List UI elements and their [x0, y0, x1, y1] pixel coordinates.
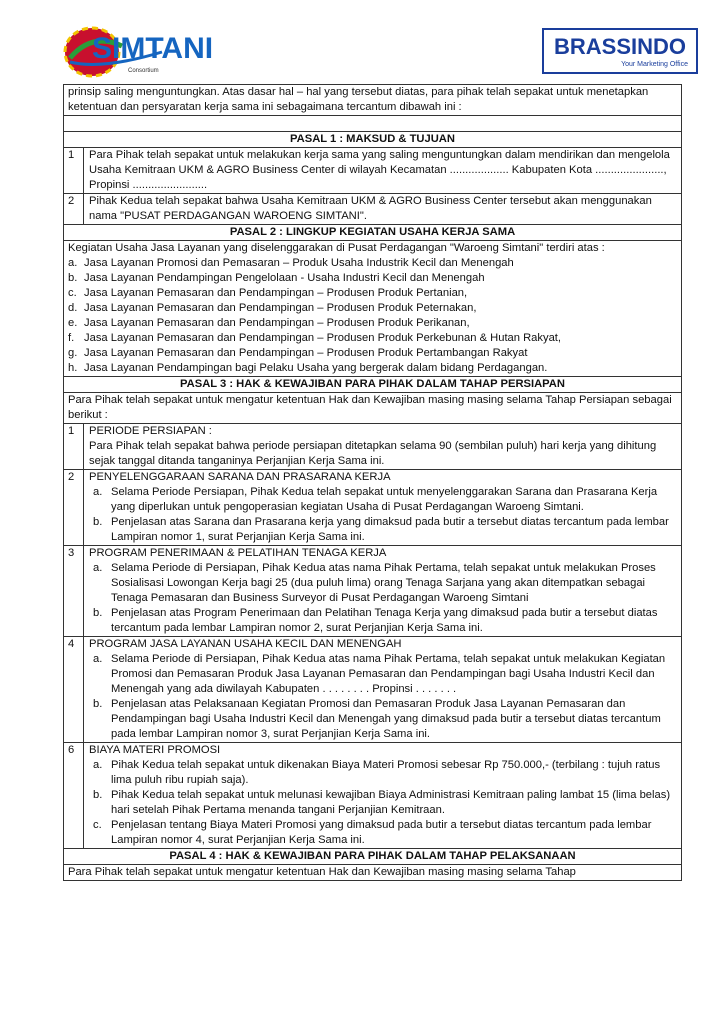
- list-item: [64, 286, 681, 301]
- pasal-4-intro: Para Pihak telah sepakat untuk mengatur ketentuan Hak dan Kewajiban masing masing selama Tahap: [68, 866, 576, 878]
- simtani-logo-text: SIMTANI: [92, 32, 214, 65]
- sub-item: [89, 652, 677, 697]
- simtani-logo: [62, 22, 230, 80]
- list-item: [64, 316, 681, 331]
- section-body: [84, 470, 681, 545]
- sub-text: Penjelasan atas Sarana dan Prasarana kerja yang dimaksud pada butir a tersebut diatas tercantum pada lembar Lampiran nomor 1, surat Perjanjian Kerja Sama ini.: [111, 516, 669, 543]
- list-label: b.: [68, 272, 78, 284]
- list-label: a.: [68, 257, 78, 269]
- sub-text: Pihak Kedua telah sepakat untuk melunasi kewajiban Biaya Administrasi Kemitraan paling lambat 15 (lima belas) hari setelah Pihak Pertama menanda tangani Perjanjian Kemitraan.: [111, 789, 671, 816]
- sub-text: Selama Periode di Persiapan, Pihak Kedua atas nama Pihak Pertama, telah sepakat untuk melakukan Proses Sosialisasi Lowongan Kerja bagi 25 (dua puluh lima) orang Tenaga Sarjana yang akan ditempatkan sebagai Tenaga Pemasaran dan Business Surveyor di Pusat Perdagangan Waroeng Simtani: [111, 562, 656, 604]
- sub-text: Pihak Kedua telah sepakat untuk dikenakan Biaya Materi Promosi sebesar Rp 750.000,- (terbilang : tujuh ratus lima puluh ribu rupiah saja).: [111, 759, 661, 786]
- item-text: Para Pihak telah sepakat untuk melakukan kerja sama yang saling menguntungkan dalam mendirikan dan mengelola Usaha Kemitraan UKM & AGRO Business Center di wilayah Kecamatan ................... Kabupaten Kota ......................, Propinsi ........................: [89, 149, 670, 191]
- list-text: Jasa Layanan Pemasaran dan Pendampingan – Produsen Produk Pertanian,: [84, 287, 468, 299]
- sub-item: [89, 697, 677, 742]
- pasal-2-title: PASAL 2 : LINGKUP KEGIATAN USAHA KERJA SAMA: [229, 226, 516, 238]
- sub-item: [89, 758, 677, 788]
- section-number: 6: [64, 743, 84, 848]
- table-row: [64, 742, 681, 848]
- table-row: [64, 131, 681, 147]
- list-text: Jasa Layanan Pemasaran dan Pendampingan – Produsen Produk Perkebunan & Hutan Rakyat,: [84, 332, 562, 344]
- list-item: [64, 346, 681, 361]
- sub-text: Selama Periode Persiapan, Pihak Kedua telah sepakat untuk menyelenggarakan Sarana dan Prasarana Kerja yang diperlukan untuk pengoperasian kegiatan Usaha di Pusat Perdagangan Waroeng Simtani.: [111, 486, 658, 513]
- list-item: [64, 361, 681, 376]
- sub-text: Selama Periode di Persiapan, Pihak Kedua atas nama Pihak Pertama, telah sepakat untuk melakukan Kegiatan Promosi dan Pemasaran Produk Jasa Layanan Pemasaran dan Pendampingan bagi Usaha Industri Kecil dan Menengah yang ada diwilayah Kabupaten . . . . . . . . Propinsi . . . . . . .: [111, 653, 666, 695]
- table-row: [64, 376, 681, 392]
- spacer-row: [64, 116, 681, 131]
- numbered-section: [64, 470, 681, 545]
- section-heading: PERIODE PERSIAPAN :: [89, 425, 212, 437]
- sub-text: Penjelasan atas Program Penerimaan dan Pelatihan Tenaga Kerja yang dimaksud pada butir a tersebut diatas tercantum pada lembar Lampiran nomor 2, surat Perjanjian Kerja Sama ini.: [111, 607, 658, 634]
- table-row: [64, 848, 681, 864]
- section-body: [84, 546, 681, 636]
- pasal-1-title: PASAL 1 : MAKSUD & TUJUAN: [290, 133, 455, 145]
- list-item: [64, 301, 681, 316]
- list-label: e.: [68, 317, 78, 329]
- list-item: [64, 256, 681, 271]
- agreement-document: [63, 84, 682, 881]
- list-text: Jasa Layanan Pendampingan Pengelolaan - Usaha Industri Kecil dan Menengah: [84, 272, 485, 284]
- numbered-section: [64, 637, 681, 742]
- list-label: g.: [68, 347, 78, 359]
- pasal-3-title: PASAL 3 : HAK & KEWAJIBAN PARA PIHAK DALAM TAHAP PERSIAPAN: [180, 378, 565, 390]
- list-item: [64, 271, 681, 286]
- section-number: 1: [64, 424, 84, 469]
- table-row: [64, 147, 681, 193]
- brassindo-logo-text: BRASSINDO: [553, 34, 687, 59]
- sub-label: b.: [93, 607, 103, 619]
- brassindo-logo: [542, 28, 698, 74]
- section-heading: PENYELENGGARAAN SARANA DAN PRASARANA KERJA: [89, 471, 391, 483]
- section-text: Para Pihak telah sepakat bahwa periode persiapan ditetapkan selama 90 (sembilan puluh) hari kerja yang dihitung sejak tanggal ditanda tanganinya Perjanjian Kerja Sama ini.: [89, 440, 657, 467]
- section-heading: PROGRAM PENERIMAAN & PELATIHAN TENAGA KERJA: [89, 547, 387, 559]
- numbered-item: [64, 148, 681, 193]
- sub-item: [89, 485, 677, 515]
- list-label: h.: [68, 362, 78, 374]
- brassindo-tagline: Your Marketing Office: [621, 61, 688, 68]
- sub-item: [89, 606, 677, 636]
- sub-item: [89, 818, 677, 848]
- sub-label: a.: [93, 759, 103, 771]
- list-text: Jasa Layanan Pemasaran dan Pendampingan – Produsen Produk Pertambangan Rakyat: [84, 347, 528, 359]
- section-body: [84, 637, 681, 742]
- table-row: [64, 469, 681, 545]
- sub-item: [89, 515, 677, 545]
- simtani-logo-sub: Consortium: [128, 68, 159, 74]
- section-number: 4: [64, 637, 84, 742]
- numbered-section: [64, 424, 681, 469]
- sub-text: Penjelasan atas Pelaksanaan Kegiatan Promosi dan Pemasaran Produk Jasa Layanan Pemasaran dan Pendampingan bagi Usaha Industri Kecil dan Menengah yang dimaksud pada butir a tersebut diatas tercantum pada lembar Lampiran nomor 3, surat Perjanjian Kerja Sama ini.: [111, 698, 661, 740]
- table-row: [64, 85, 681, 115]
- sub-label: a.: [93, 562, 103, 574]
- pasal-3-intro: Para Pihak telah sepakat untuk mengatur ketentuan Hak dan Kewajiban masing masing selama Tahap Persiapan sebagai berikut :: [68, 394, 672, 421]
- sub-label: b.: [93, 698, 103, 710]
- sub-label: c.: [93, 819, 102, 831]
- page-header: [0, 0, 728, 84]
- table-row: [64, 224, 681, 240]
- table-row: [64, 423, 681, 469]
- sub-label: b.: [93, 516, 103, 528]
- section-heading: BIAYA MATERI PROMOSI: [89, 744, 221, 756]
- numbered-item: [64, 194, 681, 224]
- table-row: [64, 392, 681, 423]
- numbered-section: [64, 743, 681, 848]
- table-row: [64, 115, 681, 131]
- table-row: [64, 240, 681, 376]
- sub-label: a.: [93, 486, 103, 498]
- section-body: [84, 743, 681, 848]
- section-heading: PROGRAM JASA LAYANAN USAHA KECIL DAN MENENGAH: [89, 638, 402, 650]
- intro-paragraph: prinsip saling menguntungkan. Atas dasar hal – hal yang tersebut diatas, para pihak telah sepakat untuk menetapkan ketentuan dan persyaratan kerja sama ini sebagaimana tercantum dibawah ini :: [68, 86, 649, 113]
- item-number: 2: [64, 194, 84, 224]
- list-text: Jasa Layanan Pemasaran dan Pendampingan – Produsen Produk Perikanan,: [84, 317, 470, 329]
- sub-label: b.: [93, 789, 103, 801]
- list-label: c.: [68, 287, 77, 299]
- pasal-2-intro: Kegiatan Usaha Jasa Layanan yang diselenggarakan di Pusat Perdagangan "Waroeng Simtani" terdiri atas :: [68, 242, 605, 254]
- table-row: [64, 864, 681, 880]
- sub-item: [89, 561, 677, 606]
- list-item: [64, 331, 681, 346]
- numbered-section: [64, 546, 681, 636]
- section-number: 2: [64, 470, 84, 545]
- item-text: Pihak Kedua telah sepakat bahwa Usaha Kemitraan UKM & AGRO Business Center tersebut akan menggunakan nama "PUSAT PERDAGANGAN WAROENG SIMTANI".: [89, 195, 652, 222]
- section-number: 3: [64, 546, 84, 636]
- list-text: Jasa Layanan Promosi dan Pemasaran – Produk Usaha Industrik Kecil dan Menengah: [84, 257, 514, 269]
- table-row: [64, 636, 681, 742]
- section-body: [84, 424, 681, 469]
- list-text: Jasa Layanan Pendampingan bagi Pelaku Usaha yang bergerak dalam bidang Perdagangan.: [84, 362, 548, 374]
- sub-text: Penjelasan tentang Biaya Materi Promosi yang dimaksud pada butir a tersebut diatas tercantum pada lembar Lampiran nomor 4, surat Perjanjian Kerja Sama ini.: [111, 819, 652, 846]
- list-label: f.: [68, 332, 75, 344]
- list-label: d.: [68, 302, 78, 314]
- table-row: [64, 545, 681, 636]
- table-row: [64, 193, 681, 224]
- sub-label: a.: [93, 653, 103, 665]
- item-number: 1: [64, 148, 84, 193]
- pasal-4-title: PASAL 4 : HAK & KEWAJIBAN PARA PIHAK DALAM TAHAP PELAKSANAAN: [169, 850, 576, 862]
- list-text: Jasa Layanan Pemasaran dan Pendampingan – Produsen Produk Peternakan,: [84, 302, 477, 314]
- sub-item: [89, 788, 677, 818]
